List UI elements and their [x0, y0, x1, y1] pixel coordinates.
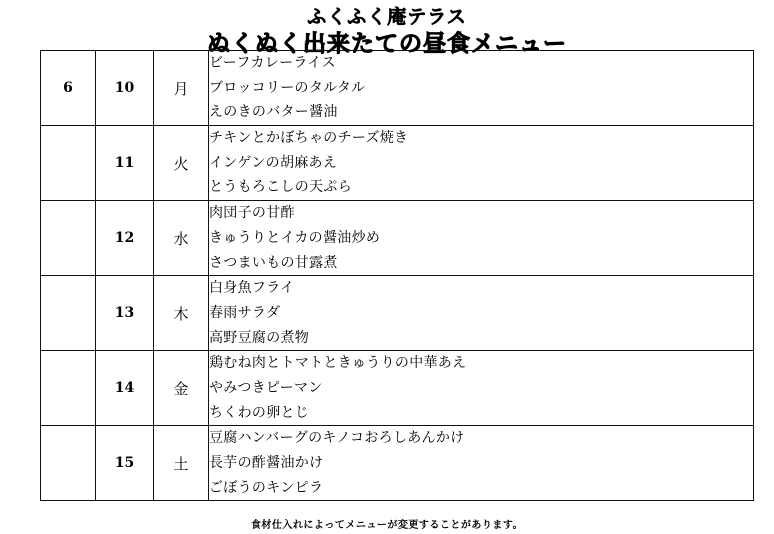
- restaurant-name: ふくふく庵テラス: [307, 6, 467, 28]
- menu-row: [41, 51, 754, 126]
- dish-item: ビーフカレーライス: [209, 55, 336, 71]
- day-cell: 12: [96, 201, 154, 276]
- day-cell: 13: [96, 276, 154, 351]
- day-cell: 14: [96, 351, 154, 426]
- dishes-cell: [209, 351, 754, 426]
- lunch-menu-table: [40, 50, 754, 501]
- menu-row: [41, 276, 754, 351]
- weekday-cell: 土: [154, 426, 209, 501]
- dish-item: インゲンの胡麻あえ: [209, 154, 338, 171]
- dish-item: 豆腐ハンバーグのキノコおろしあんかけ: [209, 430, 465, 447]
- weekday-cell: 火: [154, 126, 209, 201]
- weekday-cell: 月: [154, 51, 209, 126]
- menu-row: [41, 351, 754, 426]
- dishes-cell: [209, 51, 754, 126]
- menu-title: ぬくぬく出来たての昼食メニュー: [207, 31, 567, 57]
- weekday-cell: 金: [154, 351, 209, 426]
- dish-item: とうもろこしの天ぷら: [209, 179, 352, 196]
- dishes-cell: [209, 426, 754, 501]
- dish-item: 鶏むね肉とトマトときゅうりの中華あえ: [209, 355, 467, 372]
- month-cell: [41, 201, 96, 276]
- month-cell: 6: [41, 51, 96, 126]
- dish-item: 白身魚フライ: [209, 280, 295, 297]
- dish-item: きゅうりとイカの醤油炒め: [209, 229, 381, 246]
- dish-item: 長芋の酢醤油かけ: [209, 455, 324, 471]
- day-cell: 10: [96, 51, 154, 126]
- menu-row: [41, 126, 754, 201]
- dishes-cell: [209, 276, 754, 351]
- day-cell: 11: [96, 126, 154, 201]
- month-cell: [41, 426, 96, 501]
- dish-item: ブロッコリーのタルタル: [209, 79, 366, 96]
- dish-item: 高野豆腐の煮物: [209, 329, 310, 346]
- dish-item: チキンとかぼちゃのチーズ焼き: [209, 130, 409, 147]
- dishes-cell: [209, 201, 754, 276]
- day-cell: 15: [96, 426, 154, 501]
- dish-item: ごぼうのキンピラ: [209, 479, 324, 496]
- dish-item: ちくわの卵とじ: [209, 404, 310, 421]
- weekday-cell: 水: [154, 201, 209, 276]
- dish-item: やみつきピーマン: [209, 379, 323, 396]
- month-cell: [41, 276, 96, 351]
- weekday-cell: 木: [154, 276, 209, 351]
- dishes-cell: [209, 126, 754, 201]
- dish-item: さつまいもの甘露煮: [209, 254, 338, 271]
- dish-item: 肉団子の甘酢: [209, 205, 295, 222]
- month-cell: [41, 126, 96, 201]
- menu-change-notice: 食材仕入れによってメニューが変更することがあります。: [250, 520, 524, 531]
- menu-row: [41, 426, 754, 501]
- menu-row: [41, 201, 754, 276]
- dish-item: えのきのバター醤油: [209, 104, 338, 121]
- month-cell: [41, 351, 96, 426]
- dish-item: 春雨サラダ: [209, 304, 281, 321]
